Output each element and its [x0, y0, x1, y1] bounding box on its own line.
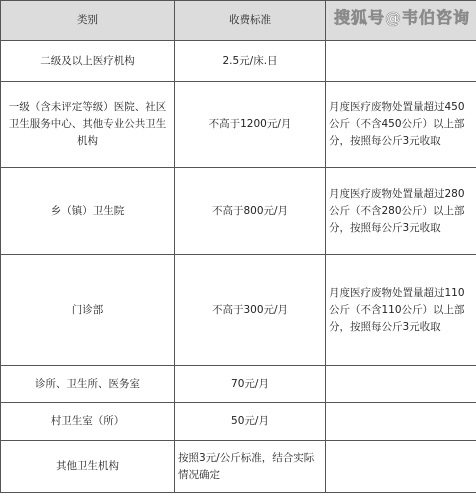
row-note: [326, 41, 476, 82]
table-row: [1, 255, 476, 366]
watermark: 搜狐号@韦伯咨询: [334, 8, 471, 27]
row-fee: 不高于800元/月: [175, 168, 326, 255]
table-row: [1, 403, 476, 441]
table-row: [1, 41, 476, 82]
header-fee: 收费标准: [175, 1, 326, 41]
row-category: 门诊部: [1, 255, 175, 366]
row-note: [326, 366, 476, 403]
table-row: [1, 441, 476, 493]
row-category: 村卫生室（所）: [1, 403, 175, 441]
table-row: [1, 366, 476, 403]
row-note: 月度医疗废物处置量超过450公斤（不含450公斤）以上部分，按照每公斤3元收取: [326, 82, 476, 168]
row-category: 其他卫生机构: [1, 441, 175, 493]
row-note: 月度医疗废物处置量超过110公斤（不含110公斤）以上部分，按照每公斤3元收取: [326, 255, 476, 366]
row-category: 二级及以上医疗机构: [1, 41, 175, 82]
row-category: 一级（含未评定等级）医院、社区卫生服务中心、其他专业公共卫生机构: [1, 82, 175, 168]
row-fee: 70元/月: [175, 366, 326, 403]
row-note: [326, 441, 476, 493]
row-note: [326, 403, 476, 441]
row-category: 诊所、卫生所、医务室: [1, 366, 175, 403]
table-row: [1, 168, 476, 255]
header-category: 类别: [1, 1, 175, 41]
row-fee: 50元/月: [175, 403, 326, 441]
row-fee: 不高于300元/月: [175, 255, 326, 366]
row-fee: 按照3元/公斤标准，结合实际情况确定: [175, 441, 326, 493]
row-fee: 2.5元/床.日: [175, 41, 326, 82]
row-category: 乡（镇）卫生院: [1, 168, 175, 255]
row-fee: 不高于1200元/月: [175, 82, 326, 168]
table-row: [1, 82, 476, 168]
row-note: 月度医疗废物处置量超过280公斤（不含280公斤）以上部分，按照每公斤3元收取: [326, 168, 476, 255]
